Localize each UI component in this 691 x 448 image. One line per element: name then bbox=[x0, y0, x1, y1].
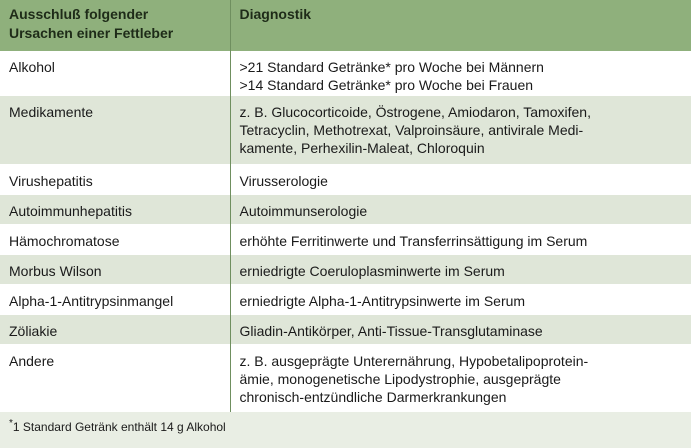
diagnostic-line: kamente, Perhexilin-Maleat, Chloroquin bbox=[239, 139, 485, 156]
cause-cell: Hämochromatose bbox=[0, 224, 230, 254]
footnote bbox=[0, 412, 691, 448]
diagnostic-cell bbox=[230, 164, 691, 194]
table-row bbox=[0, 194, 691, 224]
diagnostic-cell bbox=[230, 95, 691, 164]
diagnostic-line: Gliadin-Antikörper, Anti-Tissue-Transglutaminase bbox=[239, 322, 543, 339]
diagnostic-line: z. B. ausgeprägte Unterernährung, Hypobetalipoprotein- bbox=[239, 352, 589, 369]
footnote-text: 1 Standard Getränk enthält 14 g Alkohol bbox=[12, 420, 226, 434]
table-row bbox=[0, 51, 691, 95]
header-cause bbox=[0, 0, 230, 51]
table-header-row bbox=[0, 0, 691, 51]
diagnostic-line: chronisch-entzündliche Darmerkrankungen bbox=[239, 388, 507, 405]
cause-cell: Andere bbox=[0, 344, 230, 412]
diagnostic-cell bbox=[230, 51, 691, 95]
table-body bbox=[0, 51, 691, 412]
cause-cell: Autoimmunhepatitis bbox=[0, 194, 230, 224]
diagnostic-line: >21 Standard Getränke* pro Woche bei Männern bbox=[239, 59, 544, 75]
header-diagnostics: Diagnostik bbox=[230, 0, 691, 51]
header-cause-line-2: Ursachen einer Fettleber bbox=[9, 25, 174, 41]
diagnostic-line: Autoimmunserologie bbox=[239, 202, 368, 219]
table-row bbox=[0, 254, 691, 284]
diagnostic-cell bbox=[230, 194, 691, 224]
table-row bbox=[0, 344, 691, 412]
diagnostic-cell bbox=[230, 344, 691, 412]
table-row bbox=[0, 224, 691, 254]
diagnostic-cell bbox=[230, 254, 691, 284]
table-row bbox=[0, 314, 691, 344]
diagnostic-line: ämie, monogenetische Lipodystrophie, ausgeprägte bbox=[239, 370, 561, 387]
diagnostic-line: erhöhte Ferritinwerte und Transferrinsättigung im Serum bbox=[239, 232, 588, 249]
header-cause-line-1: Ausschluß folgender bbox=[9, 6, 149, 22]
diagnostic-line: Virusserologie bbox=[239, 172, 328, 189]
diagnostic-cell bbox=[230, 284, 691, 314]
diagnostic-line: z. B. Glucocorticoide, Östrogene, Amiodaron, Tamoxifen, bbox=[239, 103, 591, 120]
diagnostic-line: Tetracyclin, Methotrexat, Valproinsäure, antivirale Medi- bbox=[239, 121, 584, 138]
cause-cell: Medikamente bbox=[0, 95, 230, 164]
table-row bbox=[0, 164, 691, 194]
table-row bbox=[0, 95, 691, 164]
footnote-star: * bbox=[9, 418, 13, 429]
cause-cell: Morbus Wilson bbox=[0, 254, 230, 284]
cause-cell: Virushepatitis bbox=[0, 164, 230, 194]
cause-cell: Alkohol bbox=[0, 51, 230, 95]
cause-cell: Zöliakie bbox=[0, 314, 230, 344]
diagnostic-line: erniedrigte Alpha-1-Antitrypsinwerte im Serum bbox=[239, 292, 526, 309]
cause-cell: Alpha-1-Antitrypsinmangel bbox=[0, 284, 230, 314]
diagnostic-line: >14 Standard Getränke* pro Woche bei Frauen bbox=[239, 77, 534, 93]
table-row bbox=[0, 284, 691, 314]
diagnostic-line: erniedrigte Coeruloplasminwerte im Serum bbox=[239, 262, 505, 279]
diagnostic-cell bbox=[230, 224, 691, 254]
diagnostic-cell bbox=[230, 314, 691, 344]
